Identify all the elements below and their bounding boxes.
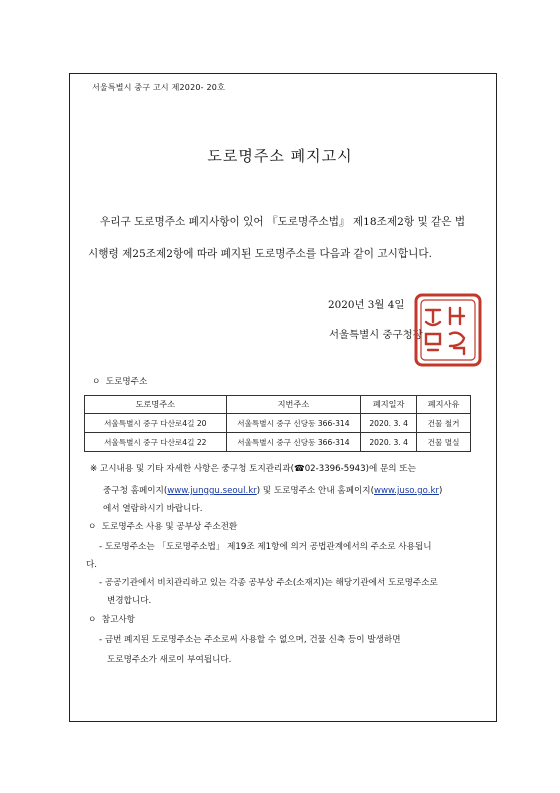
- notice-date: 2020년 3월 4일: [328, 299, 405, 311]
- table-row: [85, 414, 471, 433]
- intro-line-2: 시행령 제25조제2항에 따라 폐지된 도로명주소를 다음과 같이 고시합니다.: [88, 248, 432, 260]
- table-cell: 서울특별시 중구 신당동 366-314: [226, 414, 361, 433]
- usage-paragraph-2-line-2: 변경합니다.: [107, 596, 152, 606]
- note-text: ): [438, 486, 443, 496]
- usage-paragraph-1-line-2: 다.: [86, 560, 98, 570]
- table-row: [85, 433, 471, 452]
- section-heading-reference: [88, 613, 135, 625]
- section-title: 참고사항: [101, 615, 135, 625]
- section-heading-usage: [88, 520, 237, 532]
- table-cell: 2020. 3. 4: [361, 433, 417, 452]
- usage-paragraph-2-line-1: - 공공기관에서 비치관리하고 있는 각종 공부상 주소(소재지)는 해당기관에서 도로명주소로: [99, 578, 438, 588]
- note-line-2: [103, 484, 442, 496]
- intro-line-1: 우리구 도로명주소 폐지사항이 있어 『도로명주소법』 제18조제2항 및 같은 법: [100, 216, 466, 228]
- notice-number: 서울특별시 중구 고시 제2020- 20호: [92, 83, 226, 92]
- reference-line-2: 도로명주소가 새로이 부여됩니다.: [107, 655, 232, 665]
- table-cell: 건물 멸실: [417, 433, 471, 452]
- table-cell: 2020. 3. 4: [361, 414, 417, 433]
- document-title: 도로명주소 폐지고시: [207, 147, 353, 165]
- section-bullet: ㅇ: [88, 522, 97, 532]
- usage-paragraph-1-line-1: - 도로명주소는 「도로명주소법」 제19조 제1항에 의거 공법관계에서의 주소로 사용됩니: [99, 542, 432, 552]
- section-title: 도로명주소: [105, 377, 148, 387]
- section-bullet: ㅇ: [88, 615, 97, 625]
- note-line-3: 에서 열람하시기 바랍니다.: [103, 504, 203, 514]
- address-table: [84, 395, 471, 452]
- reference-line-1: - 금번 폐지된 도로명주소는 주소로써 사용할 수 없으며, 건물 신축 등이 발생하면: [99, 635, 401, 645]
- table-header: 폐지사유: [417, 396, 471, 414]
- section-bullet: ㅇ: [92, 377, 101, 387]
- intro-paragraph: [88, 206, 483, 270]
- note-text: 중구청 홈페이지(: [103, 486, 168, 496]
- table-header: 도로명주소: [85, 396, 227, 414]
- table-cell: 서울특별시 중구 다산로4길 22: [85, 433, 227, 452]
- official-seal-icon: [410, 290, 486, 370]
- juso-homepage-link[interactable]: www.juso.go.kr: [373, 486, 439, 496]
- table-header: 지번주소: [226, 396, 361, 414]
- table-header-row: [85, 396, 471, 414]
- table-cell: 서울특별시 중구 신당동 366-314: [226, 433, 361, 452]
- junggu-homepage-link[interactable]: www.junggu.seoul.kr: [167, 486, 257, 496]
- section-heading-addresses: [92, 375, 147, 387]
- note-line-1: ※ 고시내용 및 기타 자세한 사항은 중구청 토지관리과(☎02-3396-5943)에 문의 또는: [90, 464, 416, 474]
- note-text: ) 및 도로명주소 안내 홈페이지(: [256, 486, 374, 496]
- table-cell: 서울특별시 중구 다산로4길 20: [85, 414, 227, 433]
- table-cell: 건물 철거: [417, 414, 471, 433]
- issuer-name: 서울특별시 중구청장: [329, 329, 423, 341]
- section-title: 도로명주소 사용 및 공부상 주소전환: [101, 522, 238, 532]
- table-header: 폐지일자: [361, 396, 417, 414]
